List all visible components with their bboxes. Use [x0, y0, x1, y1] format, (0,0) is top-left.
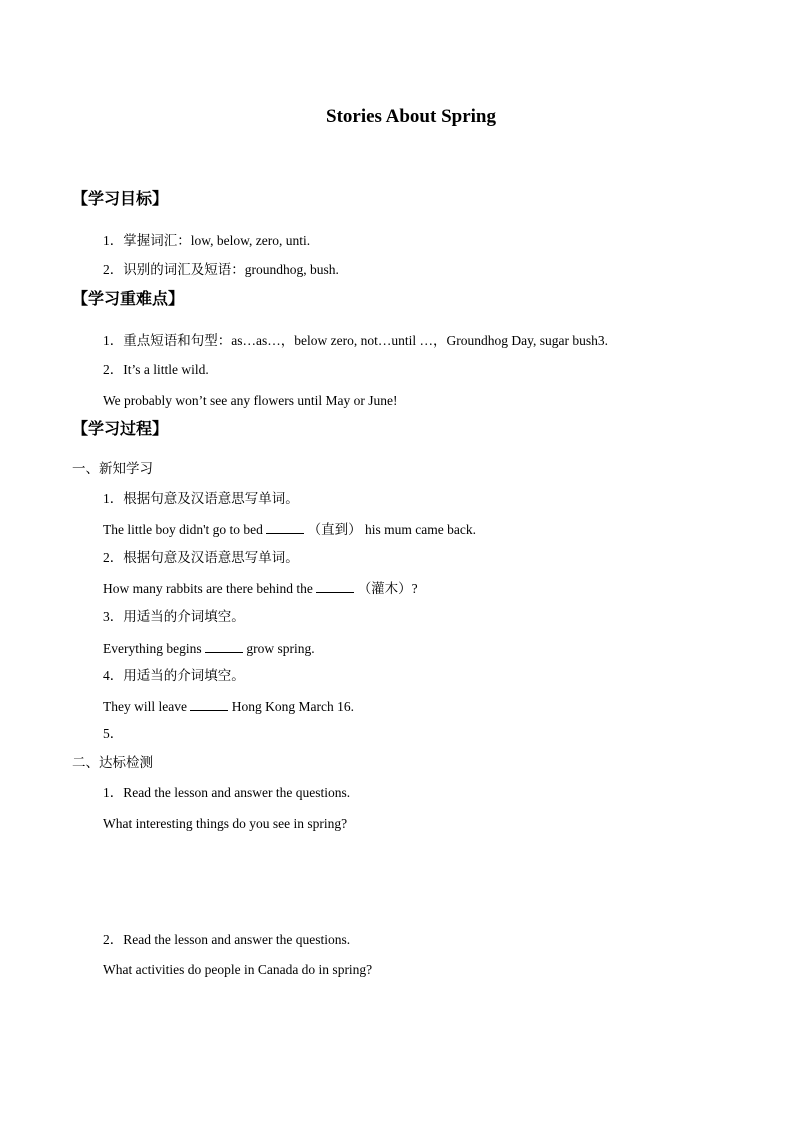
check-q2-prompt: 2．Read the lesson and answer the questions. — [103, 932, 351, 947]
q1-prompt: 1．根据句意及汉语意思写单词。 — [103, 491, 299, 506]
q5-label: 5． — [103, 726, 124, 741]
q4-after: Hong Kong March 16. — [228, 699, 354, 714]
q2-before: How many rabbits are there behind the — [103, 581, 317, 596]
q4-before: They will leave — [103, 699, 191, 714]
q2-after: （灌木）? — [354, 581, 418, 596]
q4-sentence — [103, 699, 354, 714]
q3-sentence — [103, 641, 315, 656]
part2-label: 二、达标检测 — [72, 755, 153, 770]
q3-before: Everything begins — [103, 641, 205, 656]
q4-prompt: 4．用适当的介词填空。 — [103, 668, 245, 683]
key-point-item-2: 2．It’s a little wild. — [103, 362, 209, 377]
key-points-heading: 【学习重难点】 — [72, 289, 185, 308]
part1-label: 一、新知学习 — [72, 461, 153, 476]
q1-answer-blank[interactable] — [266, 522, 304, 534]
q2-answer-blank[interactable] — [316, 581, 354, 593]
key-point-item-3: We probably won’t see any flowers until May or June! — [103, 393, 398, 408]
q2-sentence — [103, 581, 418, 596]
key-point-item-1: 1．重点短语和句型：as…as…，below zero, not…until …，Groundhog Day, sugar bush3. — [103, 333, 608, 348]
document-title: Stories About Spring — [326, 106, 496, 127]
q3-after: grow spring. — [242, 641, 315, 656]
q3-answer-blank[interactable] — [205, 641, 243, 653]
objective-item-2: 2．识别的词汇及短语：groundhog, bush. — [103, 262, 339, 277]
objectives-heading: 【学习目标】 — [72, 189, 169, 208]
q3-prompt: 3．用适当的介词填空。 — [103, 609, 245, 624]
check-q1-text: What interesting things do you see in spring? — [103, 816, 348, 831]
q1-sentence — [103, 522, 476, 537]
objective-item-1: 1．掌握词汇：low, below, zero, unti. — [103, 233, 311, 248]
q1-after: （直到） his mum came back. — [304, 522, 477, 537]
q2-prompt: 2．根据句意及汉语意思写单词。 — [103, 550, 299, 565]
q1-before: The little boy didn't go to bed — [103, 522, 267, 537]
check-q1-prompt: 1．Read the lesson and answer the questions. — [103, 785, 351, 800]
q4-answer-blank[interactable] — [190, 699, 228, 711]
process-heading: 【学习过程】 — [72, 419, 169, 438]
check-q2-text: What activities do people in Canada do in spring? — [103, 962, 373, 977]
